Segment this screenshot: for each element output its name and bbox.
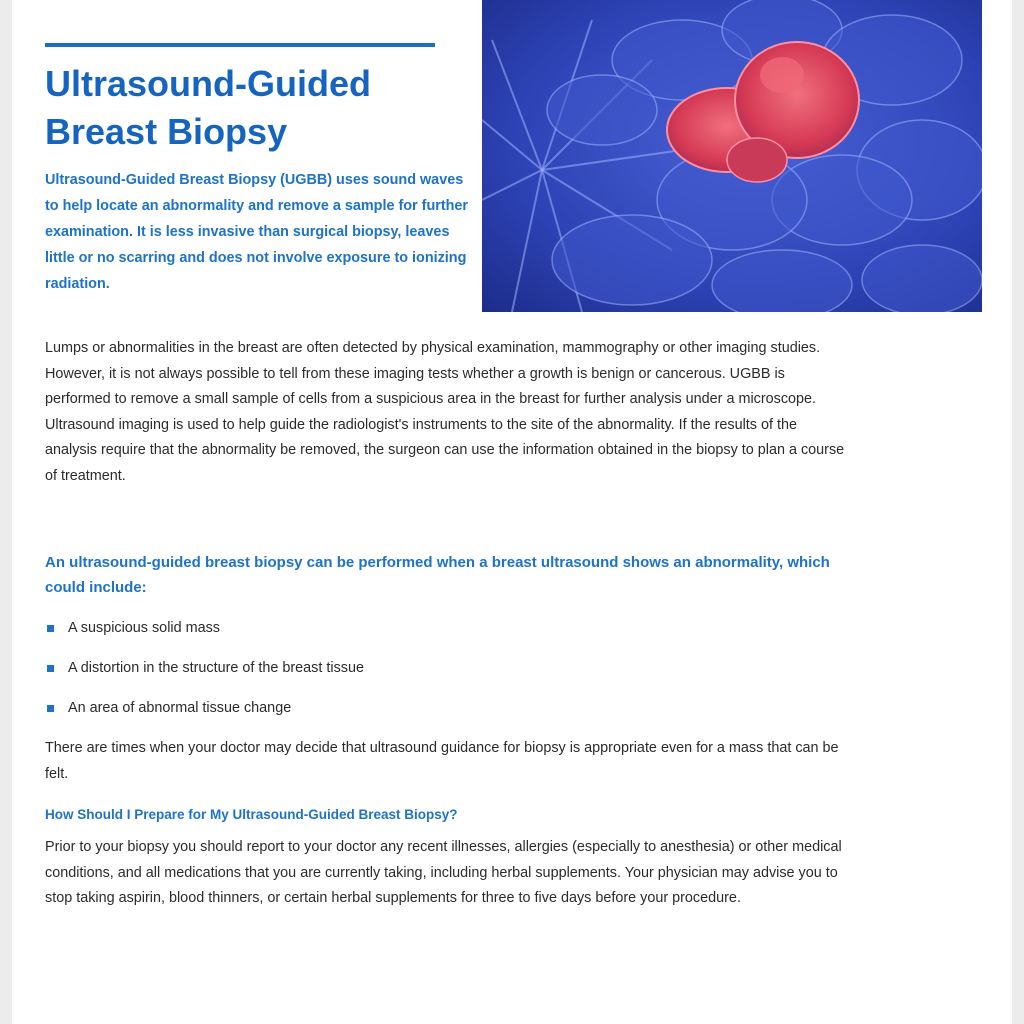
preparation-heading: How Should I Prepare for My Ultrasound-Guided Breast Biopsy? [45, 807, 458, 822]
breast-tissue-illustration [482, 0, 982, 312]
list-item-text: An area of abnormal tissue change [68, 700, 292, 716]
list-item-text: A distortion in the structure of the breast tissue [68, 660, 364, 676]
list-item [45, 614, 364, 654]
bullet-square-icon [47, 625, 54, 632]
page-title: Ultrasound-Guided Breast Biopsy [45, 63, 371, 152]
guidance-paragraph: There are times when your doctor may decide that ultrasound guidance for biopsy is appropriate even for a mass that can be felt. [45, 740, 839, 782]
title-rule [45, 43, 435, 47]
document-page [12, 0, 1012, 1024]
list-item [45, 654, 364, 694]
intro-paragraph: Lumps or abnormalities in the breast are often detected by physical examination, mammography or other imaging studies. However, it is not always possible to tell from these imaging tests whether a growth is benign or cancerous. UGBB is performed to remove a small sample of cells from a suspicious area in the breast for further analysis under a microscope. Ultrasound imaging is used to help guide the radiologist's instruments to the site of the abnormality. If the results of the analysis require that the abnormality be removed, the surgeon can use the information obtained in the biopsy to plan a course of treatment. [45, 340, 845, 484]
conditions-subhead: An ultrasound-guided breast biopsy can be performed when a breast ultrasound shows an abnormality, which could include: [45, 554, 830, 596]
preparation-paragraph: Prior to your biopsy you should report to your doctor any recent illnesses, allergies (especially to anesthesia) or other medical conditions, and all medications that you are currently taking, including herbal supplements. Your physician may advise you to stop taking aspirin, blood thinners, or certain herbal supplements for three to five days before your procedure. [45, 839, 842, 907]
bullet-square-icon [47, 665, 54, 672]
list-item-text: A suspicious solid mass [68, 620, 220, 636]
lead-paragraph: Ultrasound-Guided Breast Biopsy (UGBB) uses sound waves to help locate an abnormality and remove a sample for further examination. It is less invasive than surgical biopsy, leaves little or no scarring and does not involve exposure to ionizing radiation. [45, 172, 469, 292]
bullet-square-icon [47, 705, 54, 712]
list-item [45, 694, 364, 734]
conditions-list [45, 614, 364, 734]
tissue-image [482, 0, 982, 312]
